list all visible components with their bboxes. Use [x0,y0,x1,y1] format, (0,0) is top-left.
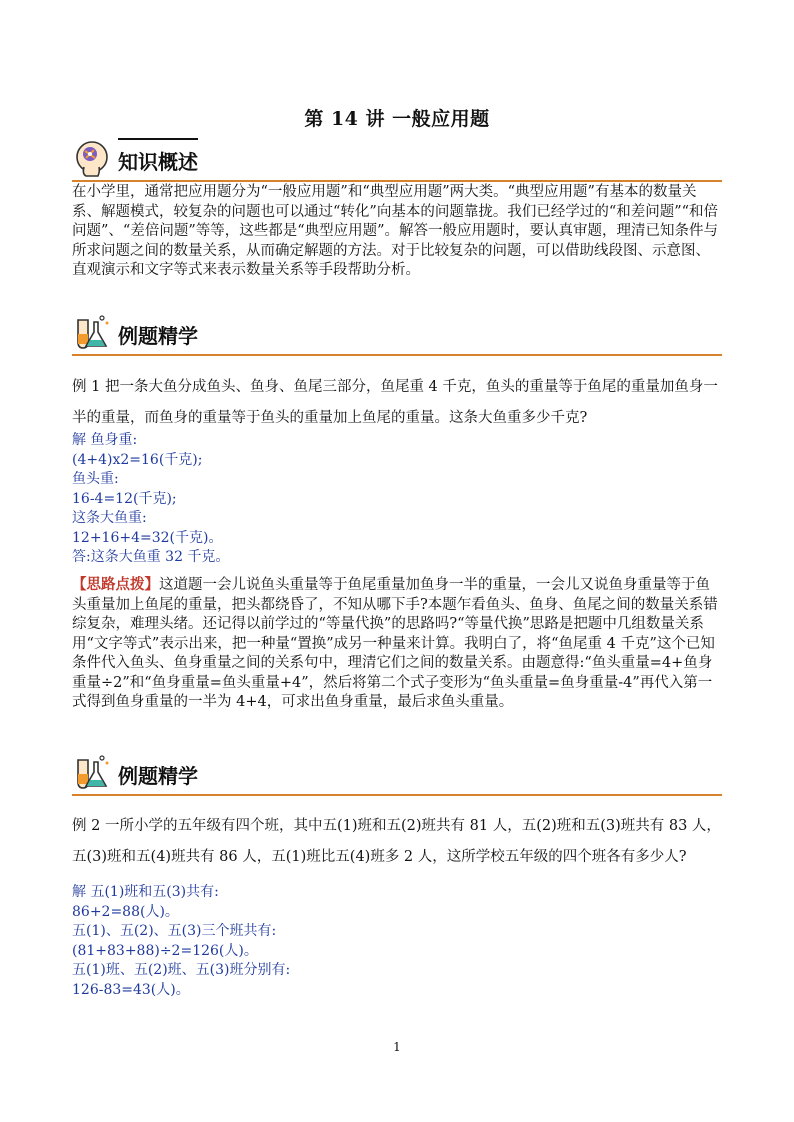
solution-line: 答:这条大鱼重 32 千克。 [72,549,230,565]
solution-line: (81+83+88)÷2=126(人)。 [72,942,258,959]
section-header-overview [72,138,722,182]
solution-line: 五(1)班、五(2)班、五(3)班分别有: [72,962,291,978]
page-title: 第 14 讲 一般应用题 [304,108,490,130]
example1-solution [72,431,722,568]
solution-line: 126-83=43(人)。 [72,981,190,998]
solution-line: 鱼头重: [72,471,119,487]
section-title: 知识概述 [118,150,198,174]
page-number: 1 [393,1040,401,1054]
example1-tip [72,575,722,713]
section-title: 例题精学 [118,764,198,788]
section-header-example2 [72,752,722,796]
example2-question: 例 2 一所小学的五年级有四个班，其中五(1)班和五(2)班共有 81 人，五(2)班和五(3)班共有 83 人，五(3)班和五(4)班共有 86 人，五(1)班比五(4)班多 2 人，这所学校五年级的四个班各有多少人? [72,818,721,865]
tip-label: 【思路点拨】 [72,576,159,593]
solution-line: 86+2=88(人)。 [72,903,179,920]
brain-head-icon [72,138,112,178]
section-underline [72,354,722,356]
lab-flask-icon [72,312,112,352]
overview-paragraph: 在小学里，通常把应用题分为“一般应用题”和“典型应用题”两大类。“典型应用题”有基本的数量关系、解题模式，较复杂的问题也可以通过“转化”向基本的问题靠拢。我们已经学过的“和差问题”“和倍问题”、“差倍问题”等等，这些都是“典型应用题”。解答一般应用题时，要认真审题，理清已知条件与所求问题之间的数量关系，从而确定解题的方法。对于比较复杂的问题，可以借助线段图、示意图、直观演示和文字等式来表示数量关系等手段帮助分析。 [72,184,719,278]
section-title: 例题精学 [118,324,198,348]
solution-line: 解 五(1)班和五(3)共有: [72,884,219,900]
solution-line: 12+16+4=32(千克)。 [72,529,223,546]
solution-line: (4+4)x2=16(千克); [72,451,203,468]
solution-line: 五(1)、五(2)、五(3)三个班共有: [72,923,277,939]
solution-line: 这条大鱼重: [72,510,147,526]
solution-line: 解 鱼身重: [72,432,138,448]
section-underline [72,180,722,182]
section-underline [72,794,722,796]
example1-question: 例 1 把一条大鱼分成鱼头、鱼身、鱼尾三部分，鱼尾重 4 千克，鱼头的重量等于鱼尾的重量加鱼身一半的重量，而鱼身的重量等于鱼头的重量加上鱼尾的重量。这条大鱼重多少千克? [72,379,718,426]
section-topline [118,138,198,140]
example2-solution [72,883,722,1000]
tip-text: 这道题一会儿说鱼头重量等于鱼尾重量加鱼身一半的重量，一会儿又说鱼身重量等于鱼头重量加上鱼尾的重量，把头都绕昏了，不知从哪下手?本题乍看鱼头、鱼身、鱼尾之间的数量关系错综复杂，难理头绪。还记得以前学过的“等量代换”的思路吗?“等量代换”思路是把题中几组数量关系用“文字等式”表示出来，把一种量“置换”成另一种量来计算。我明白了，将“鱼尾重 4 千克”这个已知条件代入鱼头、鱼身重量之间的关系句中，理清它们之间的数量关系。由题意得:“鱼头重量=4+鱼身重量÷2”和“鱼身重量=鱼头重量+4”，然后将第二个式子变形为“鱼头重量=鱼身重量-4”再代入第一式得到鱼身重量的一半为 4+4，可求出鱼身重量，最后求鱼头重量。 [72,577,718,710]
solution-line: 16-4=12(千克); [72,490,177,507]
section-header-example1 [72,312,722,356]
lab-flask-icon [72,752,112,792]
